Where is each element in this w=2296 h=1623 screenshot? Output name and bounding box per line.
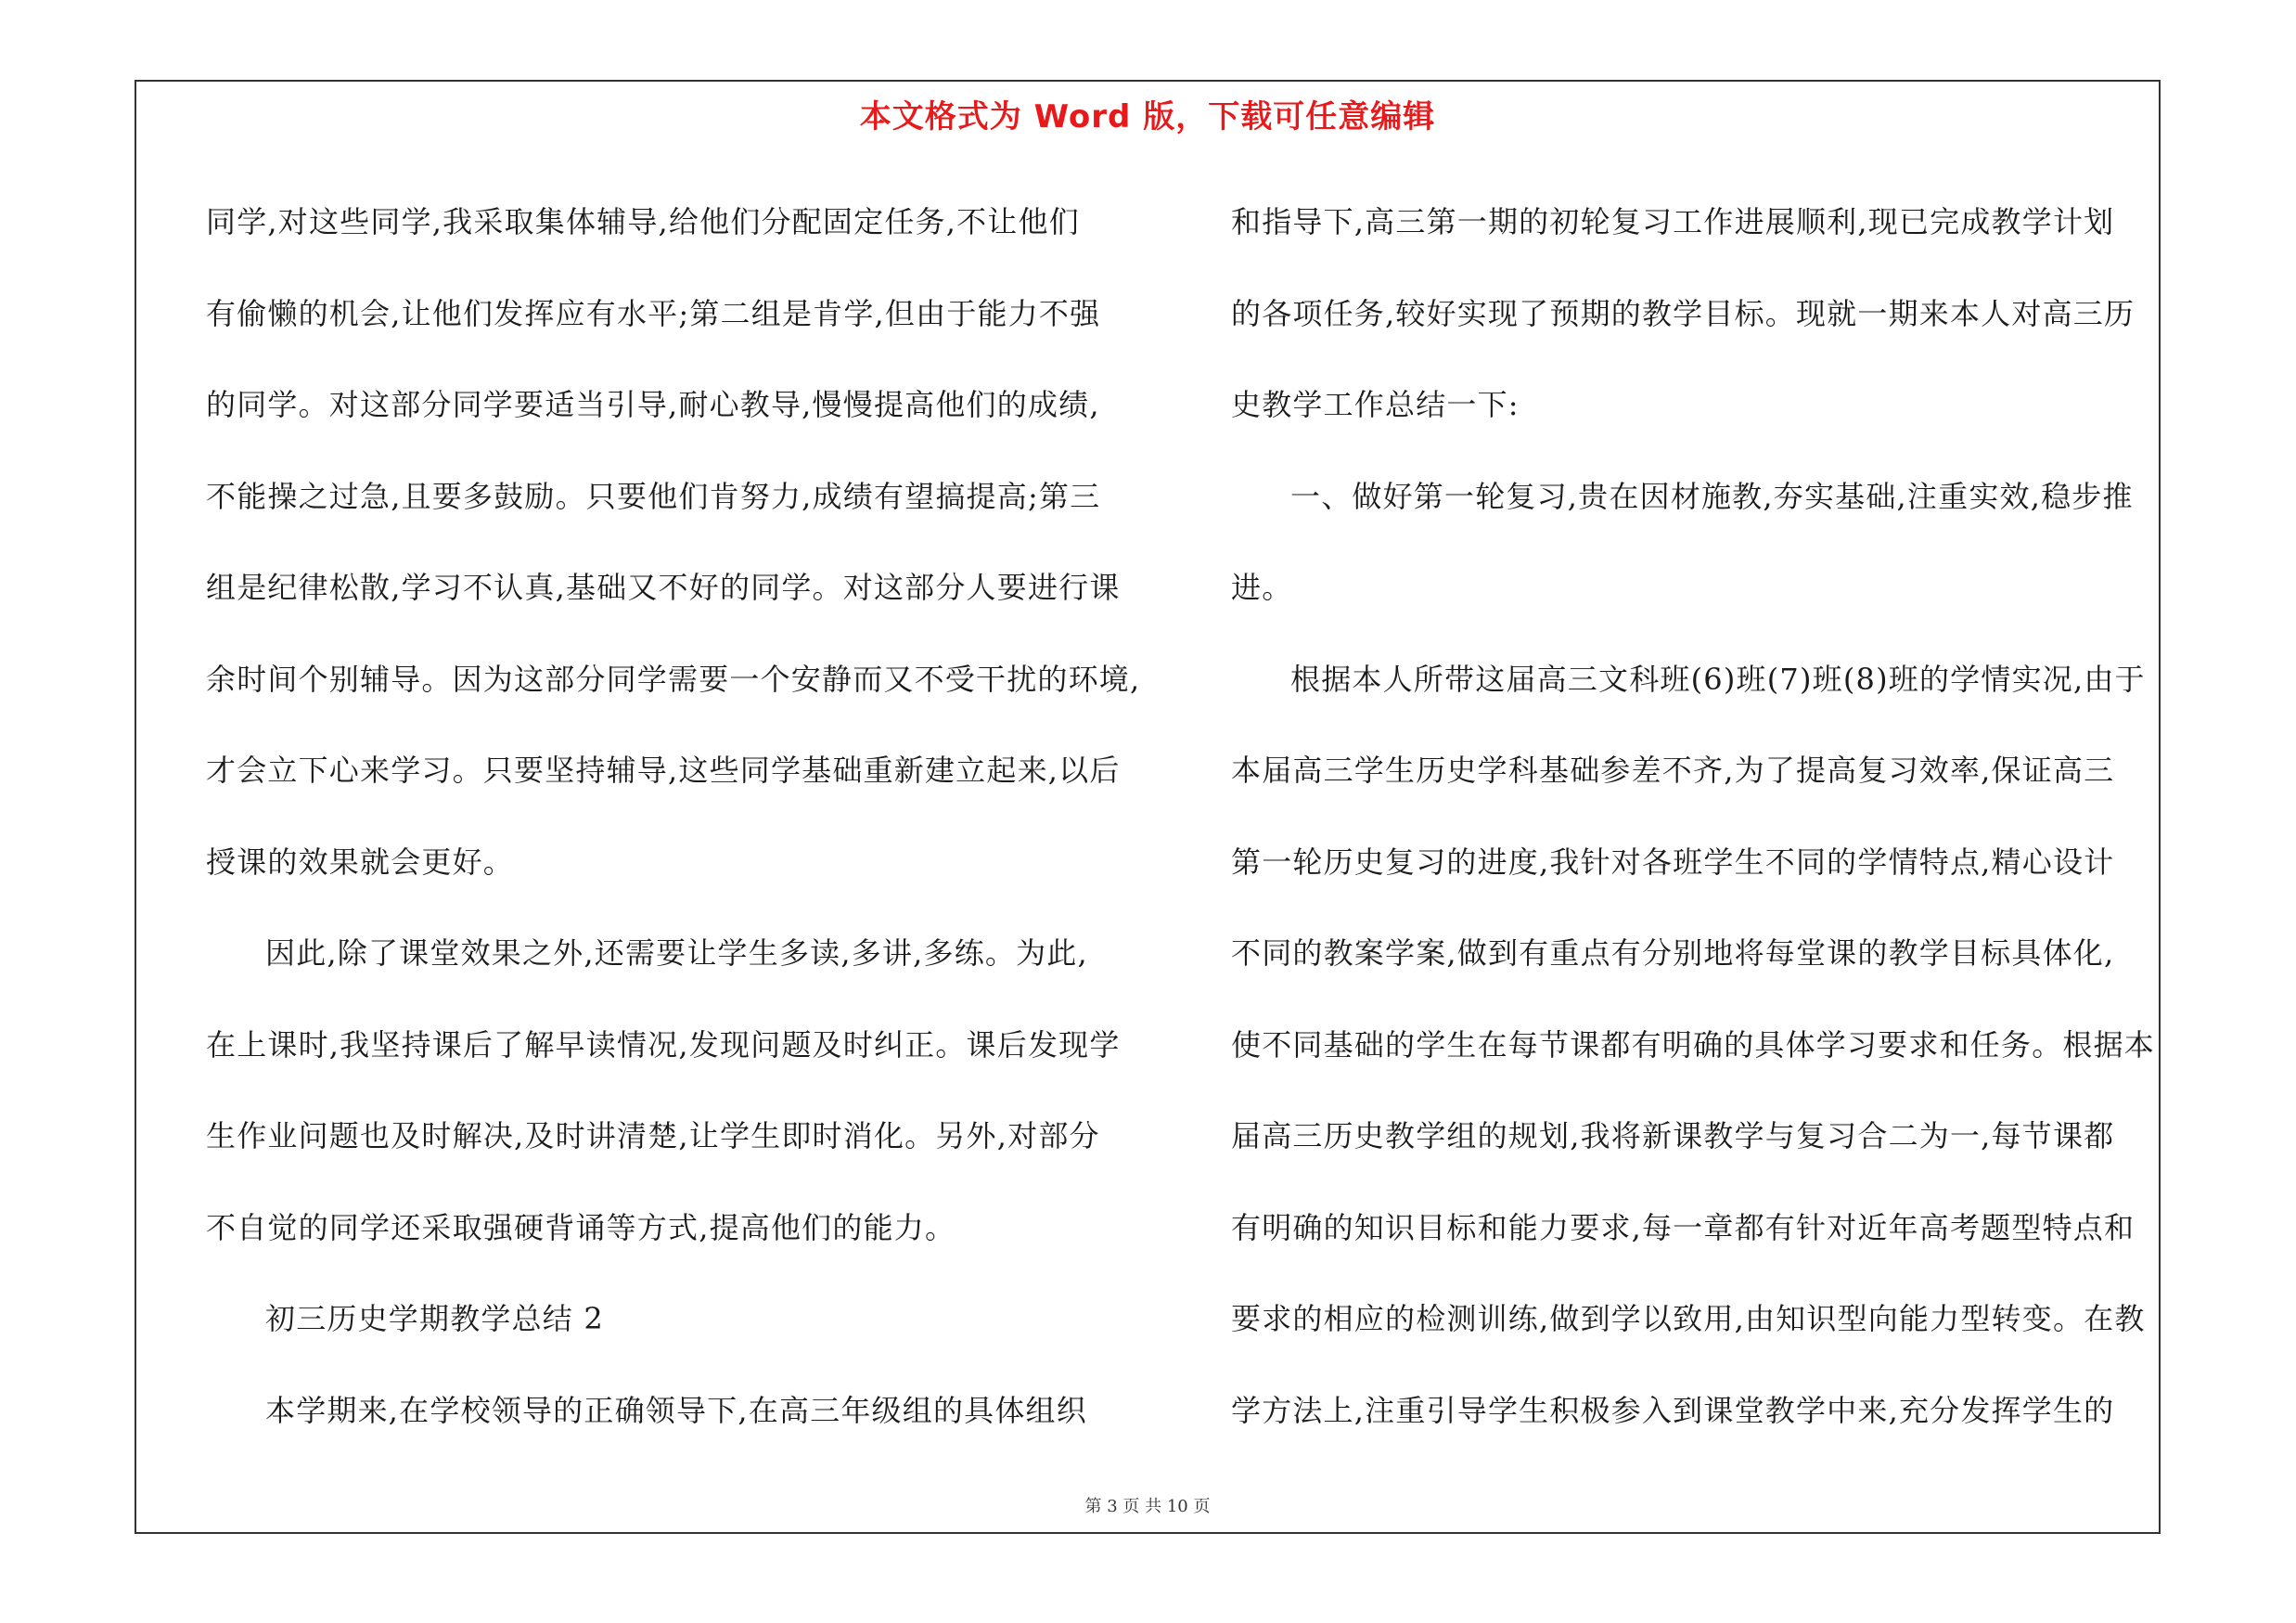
- text-line: 组是纪律松散,学习不认真,基础又不好的同学。对这部分人要进行课: [206, 570, 1121, 605]
- text-line: 有偷懒的机会,让他们发挥应有水平;第二组是肯学,但由于能力不强: [206, 295, 1101, 331]
- text-line: 生作业问题也及时解决,及时讲清楚,让学生即时消化。另外,对部分: [206, 1118, 1100, 1153]
- text-line: 不自觉的同学还采取强硬背诵等方式,提高他们的能力。: [206, 1209, 956, 1245]
- text-line: 因此,除了课堂效果之外,还需要让学生多读,多讲,多练。为此,: [265, 935, 1088, 971]
- text-line: 史教学工作总结一下:: [1231, 387, 1520, 422]
- text-line: 本学期来,在学校领导的正确领导下,在高三年级组的具体组织: [265, 1392, 1087, 1428]
- text-line: 不同的教案学案,做到有重点有分别地将每堂课的教学目标具体化,: [1231, 935, 2115, 971]
- text-line: 初三历史学期教学总结 2: [265, 1301, 604, 1336]
- text-line: 要求的相应的检测训练,做到学以致用,由知识型向能力型转变。在教: [1231, 1301, 2146, 1336]
- page-number-footer: 第 3 页 共 10 页: [1084, 1497, 1211, 1516]
- text-line: 在上课时,我坚持课后了解早读情况,发现问题及时纠正。课后发现学: [206, 1026, 1121, 1063]
- text-line: 的各项任务,较好实现了预期的教学目标。现就一期来本人对高三历: [1231, 295, 2136, 331]
- text-line: 第一轮历史复习的进度,我针对各班学生不同的学情特点,精心设计: [1231, 844, 2115, 880]
- left-text-column: [206, 176, 1141, 1456]
- text-line: 和指导下,高三第一期的初轮复习工作进展顺利,现已完成教学计划: [1231, 204, 2115, 239]
- document-page: [135, 80, 2161, 1534]
- text-line: 同学,对这些同学,我采取集体辅导,给他们分配固定任务,不让他们: [206, 204, 1080, 239]
- text-line: 本届高三学生历史学科基础参差不齐,为了提高复习效率,保证高三: [1231, 753, 2115, 788]
- text-line: 授课的效果就会更好。: [206, 844, 515, 880]
- text-line: 的同学。对这部分同学要适当引导,耐心教导,慢慢提高他们的成绩,: [206, 387, 1100, 422]
- text-line: 使不同基础的学生在每节课都有明确的具体学习要求和任务。根据本: [1231, 1026, 2156, 1063]
- format-notice-banner: 本文格式为 Word 版，下载可任意编辑: [859, 98, 1436, 135]
- text-line: 不能操之过急,且要多鼓励。只要他们肯努力,成绩有望搞提高;第三: [206, 478, 1101, 514]
- right-text-column: [1231, 176, 2163, 1456]
- text-line: 根据本人所带这届高三文科班(6)班(7)班(8)班的学情实况,由于: [1290, 661, 2146, 697]
- text-line: 届高三历史教学组的规划,我将新课教学与复习合二为一,每节课都: [1231, 1118, 2115, 1153]
- text-line: 进。: [1231, 570, 1293, 605]
- text-line: 一、做好第一轮复习,贵在因材施教,夯实基础,注重实效,稳步推: [1290, 478, 2134, 514]
- text-line: 学方法上,注重引导学生积极参入到课堂教学中来,充分发挥学生的: [1231, 1392, 2115, 1428]
- text-line: 有明确的知识目标和能力要求,每一章都有针对近年高考题型特点和: [1231, 1209, 2136, 1245]
- text-line: 余时间个别辅导。因为这部分同学需要一个安静而又不受干扰的环境,: [206, 661, 1141, 697]
- text-line: 才会立下心来学习。只要坚持辅导,这些同学基础重新建立起来,以后: [206, 753, 1121, 788]
